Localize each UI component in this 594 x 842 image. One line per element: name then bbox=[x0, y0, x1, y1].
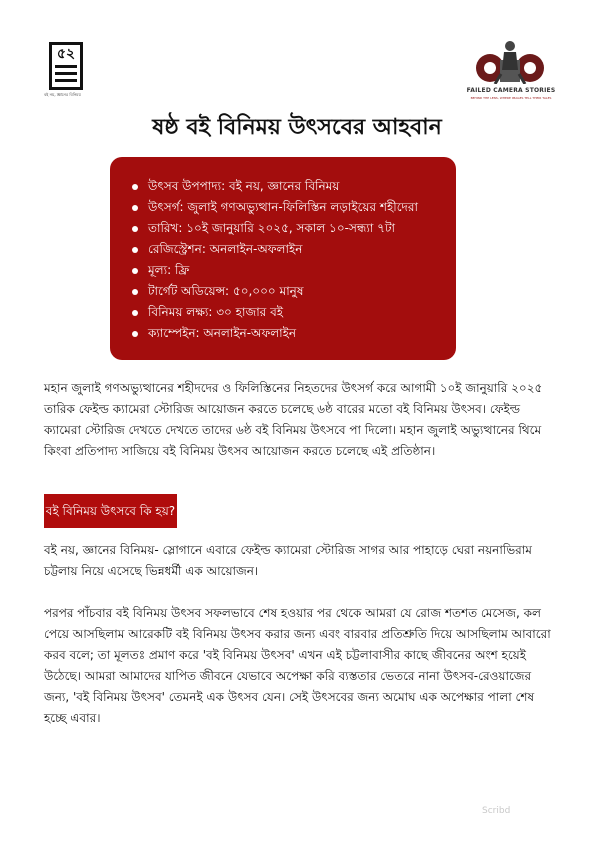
body-paragraph-1: বই নয়, জ্ঞানের বিনিময়- স্লোগানে এবারে ফেইল্ড ক্যামেরা স্টোরিজ সাগর আর পাহাড়ে ঘেরা নয়নাভিরাম চট্টলায় নিয়ে এসেছে ভিন্নধর্মী এক আয়োজন। bbox=[44, 543, 532, 578]
info-item-date: তারিখ: ১০ই জানুয়ারি ২০২৫, সকাল ১০-সন্ধ্যা ৭টা bbox=[132, 218, 456, 239]
info-item-price: মূল্য: ফ্রি bbox=[132, 260, 456, 281]
brand-name: FAILED CAMERA STORIES bbox=[466, 87, 556, 94]
page-title: ষষ্ঠ বই বিনিময় উৎসবের আহবান bbox=[152, 115, 442, 140]
festival-logo-caption: বই নয়, জ্ঞানের বিনিময় bbox=[44, 92, 81, 97]
watermark: Scribd bbox=[482, 806, 511, 816]
info-item-theme: উৎসব উপপাদ্য: বই নয়, জ্ঞানের বিনিময় bbox=[132, 176, 456, 197]
body-paragraph-2: পরপর পাঁচবার বই বিনিময় উৎসব সফলভাবে শেষ হওয়ার পর থেকে আমরা যে রোজ শতশত মেসেজ, কল পেয়ে আসছিলাম আরেকটি বই বিনিময় উৎসব করার জন্য এবং বারবার প্রতিশ্রুতি দিয়ে আসছিলাম আবারো করব বলে; তা মূলতঃ প্রমাণ করে 'বই বিনিময় উৎসব' এখন এই চট্টলাবাসীর কাছে জীবনের অংশ হয়েই উঠেছে। আমরা আমাদের যাপিত জীবনে যেভাবে অপেক্ষা করি ব্যস্ততার ভেতরে নানা উৎসব-রেওয়াজের জন্য, 'বই বিনিময় উৎসব' তেমনই এক উৎসব যেন। সেই উৎসবের জন্য অমোঘ এক অপেক্ষার পালা শেষ হচ্ছে এবার। bbox=[44, 606, 551, 725]
festival-logo-number: ৫২ bbox=[56, 46, 76, 62]
event-info-list bbox=[132, 176, 456, 344]
info-item-campaign: ক্যাম্পেইন: অনলাইন-অফলাইন bbox=[132, 323, 456, 344]
festival-logo bbox=[44, 42, 94, 100]
brand-tagline: BEHIND THE LENS, WHERE IMAGES TELL THEIR TALES bbox=[470, 96, 552, 100]
info-item-registration: রেজিস্ট্রেশন: অনলাইন-অফলাইন bbox=[132, 239, 456, 260]
camera-reel-emblem-icon bbox=[474, 40, 546, 84]
failed-camera-stories-logo bbox=[466, 40, 556, 102]
intro-paragraph: মহান জুলাই গণঅভ্যুত্থানের শহীদদের ও ফিলিস্তিনের নিহতদের উৎসর্গ করে আগামী ১০ই জানুয়ারি ২০২৫ তারিক ফেইল্ড ক্যামেরা স্টোরিজ আয়োজন করতে চলেছে ৬ষ্ঠ বারের মতো বই বিনিময় উৎসব। ফেইল্ড ক্যামেরা স্টোরিজ দেখতে দেখতে তাদের ৬ষ্ঠ বই বিনিময় উৎসবে পা দিলো। মহান জুলাই অভ্যুত্থানের থিমে কিংবা প্রতিপাদ্য সাজিয়ে বই বিনিময় উৎসব আয়োজন করতে চলেছে এই প্রতিষ্ঠান। bbox=[44, 381, 543, 458]
festival-logo-mark bbox=[49, 42, 83, 90]
info-item-target: বিনিময় লক্ষ্য: ৩০ হাজার বই bbox=[132, 302, 456, 323]
event-info-box bbox=[110, 157, 456, 360]
info-item-dedication: উৎসর্গ: জুলাই গণঅভ্যুত্থান-ফিলিস্তিন লড়াইয়ের শহীদেরা bbox=[132, 197, 456, 218]
info-item-audience: টার্গেট অডিয়েন্স: ৫০,০০০ মানুষ bbox=[132, 281, 456, 302]
section-heading: বই বিনিময় উৎসবে কি হয়? bbox=[44, 494, 177, 528]
